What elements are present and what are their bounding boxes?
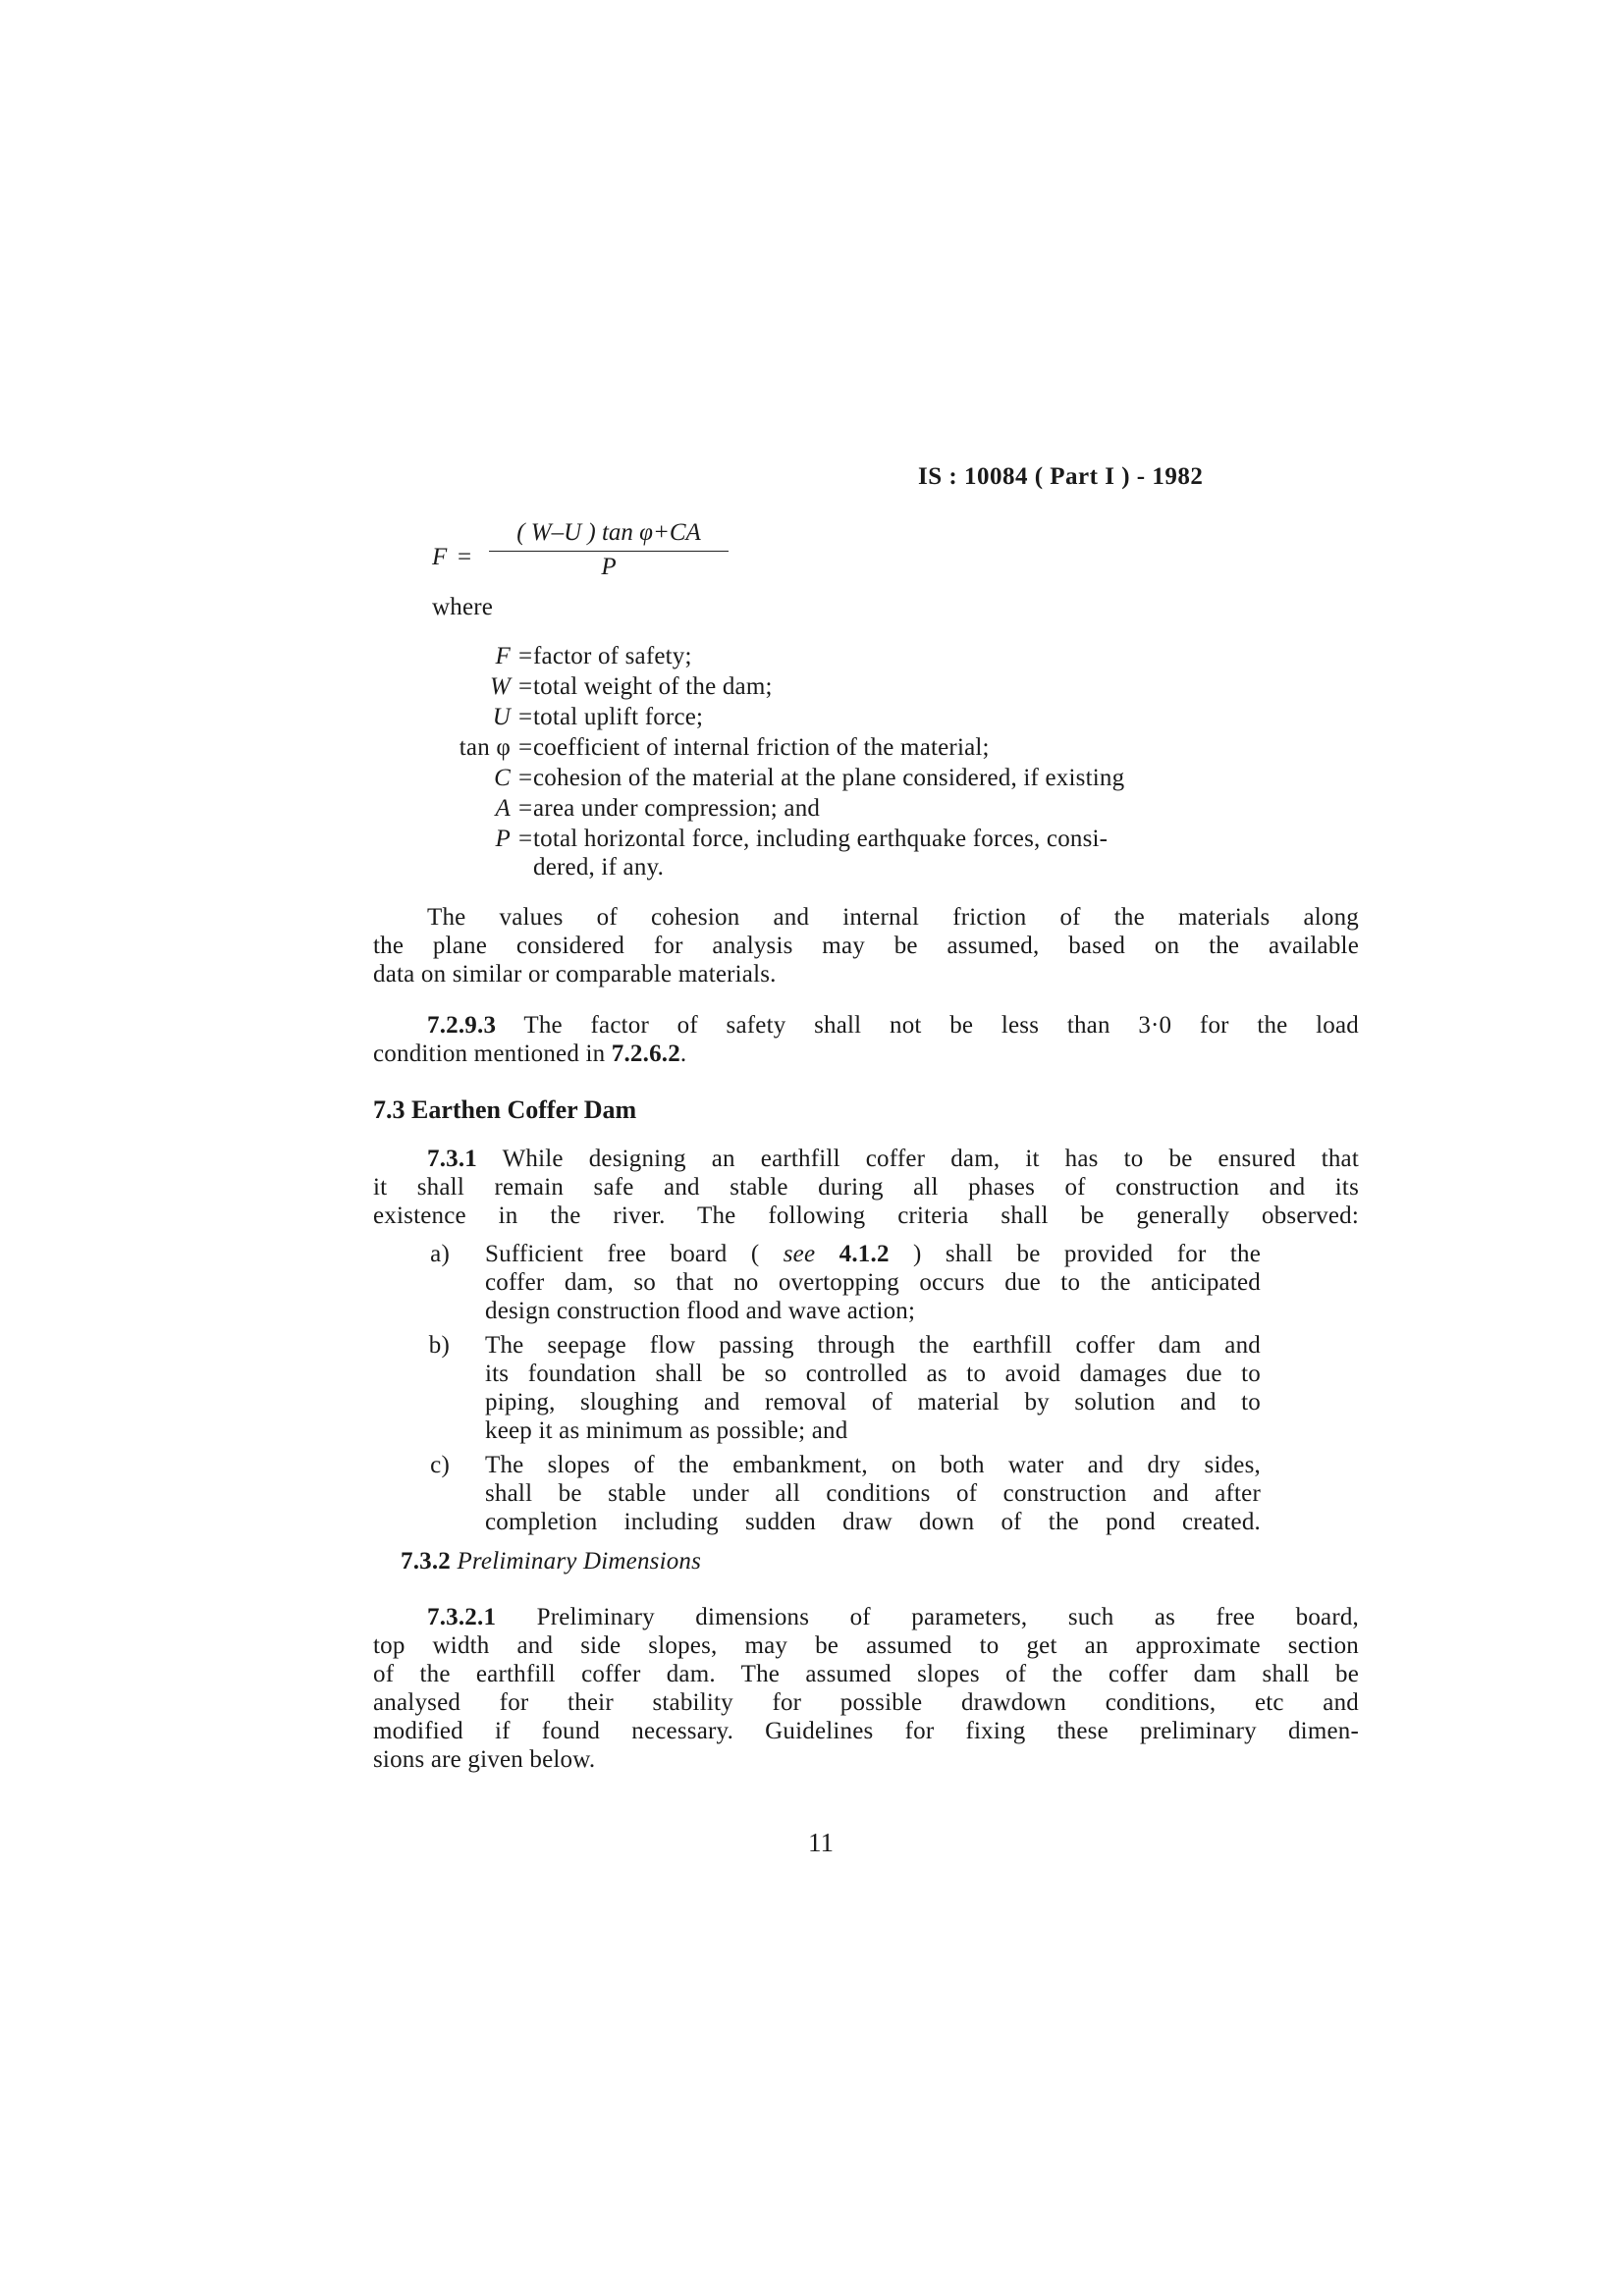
list-item-label: a) bbox=[430, 1241, 450, 1267]
clause-text: condition mentioned in bbox=[373, 1041, 606, 1067]
def-text: area under compression; and bbox=[533, 795, 821, 822]
clause-text: While designing an earthfill coffer dam, it has to be ensured that bbox=[502, 1146, 1359, 1172]
list-item-line: The slopes of the embankment, on both water and dry sides, bbox=[485, 1452, 1261, 1478]
clause-punct: . bbox=[679, 1041, 687, 1067]
clause-line: it shall remain safe and stable during all phases of construction and its bbox=[373, 1174, 1359, 1201]
list-item bbox=[485, 1451, 1261, 1536]
def-symbol: W bbox=[489, 673, 511, 700]
clause-line: existence in the river. The following criteria shall be generally observed: bbox=[373, 1202, 1359, 1229]
def-equals: = bbox=[518, 795, 533, 822]
formula-fraction bbox=[489, 518, 729, 581]
formula-denominator: P bbox=[601, 554, 617, 580]
list-item-line: shall be stable under all conditions of construction and after bbox=[485, 1480, 1261, 1507]
def-text: cohesion of the material at the plane considered, if existing bbox=[533, 765, 1125, 791]
list-item-line: completion including sudden draw down of the pond created. bbox=[485, 1509, 1261, 1535]
clause-line bbox=[373, 1603, 1359, 1631]
paragraph-line: the plane considered for analysis may be assumed, based on the available bbox=[373, 933, 1359, 959]
list-item-line: keep it as minimum as possible; and bbox=[485, 1417, 848, 1444]
subsection-title: Preliminary Dimensions bbox=[457, 1548, 702, 1575]
paragraph-line: The values of cohesion and internal friction of the materials along bbox=[427, 904, 1359, 931]
list-item-line: its foundation shall be so controlled as to avoid damages due to bbox=[485, 1361, 1261, 1387]
def-text: factor of safety; bbox=[533, 643, 692, 669]
clause-line: top width and side slopes, may be assumed to get an approximate section bbox=[373, 1632, 1359, 1659]
def-text: coefficient of internal friction of the material; bbox=[533, 734, 990, 761]
clause-text: The factor of safety shall not be less than 3·0 for the load bbox=[523, 1012, 1359, 1039]
clause-number: 7.3.2.1 bbox=[427, 1604, 497, 1630]
clause-reference: 7.2.6.2 bbox=[611, 1041, 680, 1067]
formula-equals: = bbox=[458, 544, 472, 570]
clause-number: 7.3.1 bbox=[427, 1146, 477, 1172]
clause-7-3-1 bbox=[373, 1145, 1359, 1230]
list-item-label: b) bbox=[428, 1332, 450, 1359]
list-item-line bbox=[485, 1240, 1261, 1268]
list-item-line: piping, sloughing and removal of material by solution and to bbox=[485, 1389, 1261, 1415]
list-item bbox=[485, 1240, 1261, 1325]
def-text: total weight of the dam; bbox=[533, 673, 773, 700]
clause-line: modified if found necessary. Guidelines for fixing these preliminary dimen- bbox=[373, 1718, 1359, 1744]
item-text: Sufficient free board ( bbox=[485, 1241, 784, 1267]
list-item bbox=[485, 1331, 1261, 1445]
page-number: 11 bbox=[808, 1828, 834, 1857]
clause-line: sions are given below. bbox=[373, 1746, 596, 1773]
def-equals: = bbox=[518, 643, 533, 669]
def-symbol: tan φ bbox=[459, 734, 511, 761]
see-ref: see bbox=[783, 1241, 816, 1267]
clause-7-3-2-1 bbox=[373, 1603, 1359, 1774]
def-equals: = bbox=[518, 734, 533, 761]
paragraph-values bbox=[373, 903, 1359, 988]
clause-7-2-9-3 bbox=[373, 1011, 1359, 1068]
def-text: total horizontal force, including earthquake forces, consi- bbox=[533, 826, 1109, 852]
def-symbol: C bbox=[494, 765, 511, 791]
clause-line bbox=[373, 1040, 1359, 1068]
list-item-line: The seepage flow passing through the earthfill coffer dam and bbox=[485, 1332, 1261, 1359]
clause-line bbox=[373, 1011, 1359, 1040]
def-symbol: F bbox=[495, 643, 511, 669]
clause-number: 7.2.9.3 bbox=[427, 1012, 497, 1039]
formula-lhs: F bbox=[432, 544, 448, 570]
formula-numerator: ( W–U ) tan φ+CA bbox=[516, 519, 701, 546]
where-label: where bbox=[432, 594, 494, 620]
list-item-line: design construction flood and wave action; bbox=[485, 1298, 916, 1324]
def-text: total uplift force; bbox=[533, 704, 704, 730]
clause-line: analysed for their stability for possible drawdown conditions, etc and bbox=[373, 1689, 1359, 1716]
standard-header: IS : 10084 ( Part I ) - 1982 bbox=[918, 463, 1204, 490]
subsection-number: 7.3.2 bbox=[401, 1548, 451, 1575]
list-item-label: c) bbox=[430, 1452, 450, 1478]
section-ref: 4.1.2 bbox=[839, 1241, 890, 1267]
def-equals: = bbox=[518, 826, 533, 852]
section-heading-7-3: 7.3 Earthen Coffer Dam bbox=[373, 1095, 637, 1124]
list-item-line: coffer dam, so that no overtopping occurs due to the anticipated bbox=[485, 1269, 1261, 1296]
paragraph-line: data on similar or comparable materials. bbox=[373, 961, 777, 988]
clause-line: of the earthfill coffer dam. The assumed slopes of the coffer dam shall be bbox=[373, 1661, 1359, 1687]
def-equals: = bbox=[518, 704, 533, 730]
def-symbol: U bbox=[492, 704, 511, 730]
clause-line bbox=[373, 1145, 1359, 1173]
def-equals: = bbox=[518, 673, 533, 700]
subsection-heading-7-3-2 bbox=[401, 1547, 701, 1575]
clause-text: Preliminary dimensions of parameters, such as free board, bbox=[536, 1604, 1360, 1630]
def-text-continued: dered, if any. bbox=[533, 854, 665, 881]
fraction-bar bbox=[489, 551, 729, 552]
item-text: ) shall be provided for the bbox=[889, 1241, 1261, 1267]
def-equals: = bbox=[518, 765, 533, 791]
def-symbol: A bbox=[495, 795, 511, 822]
def-symbol: P bbox=[495, 826, 511, 852]
